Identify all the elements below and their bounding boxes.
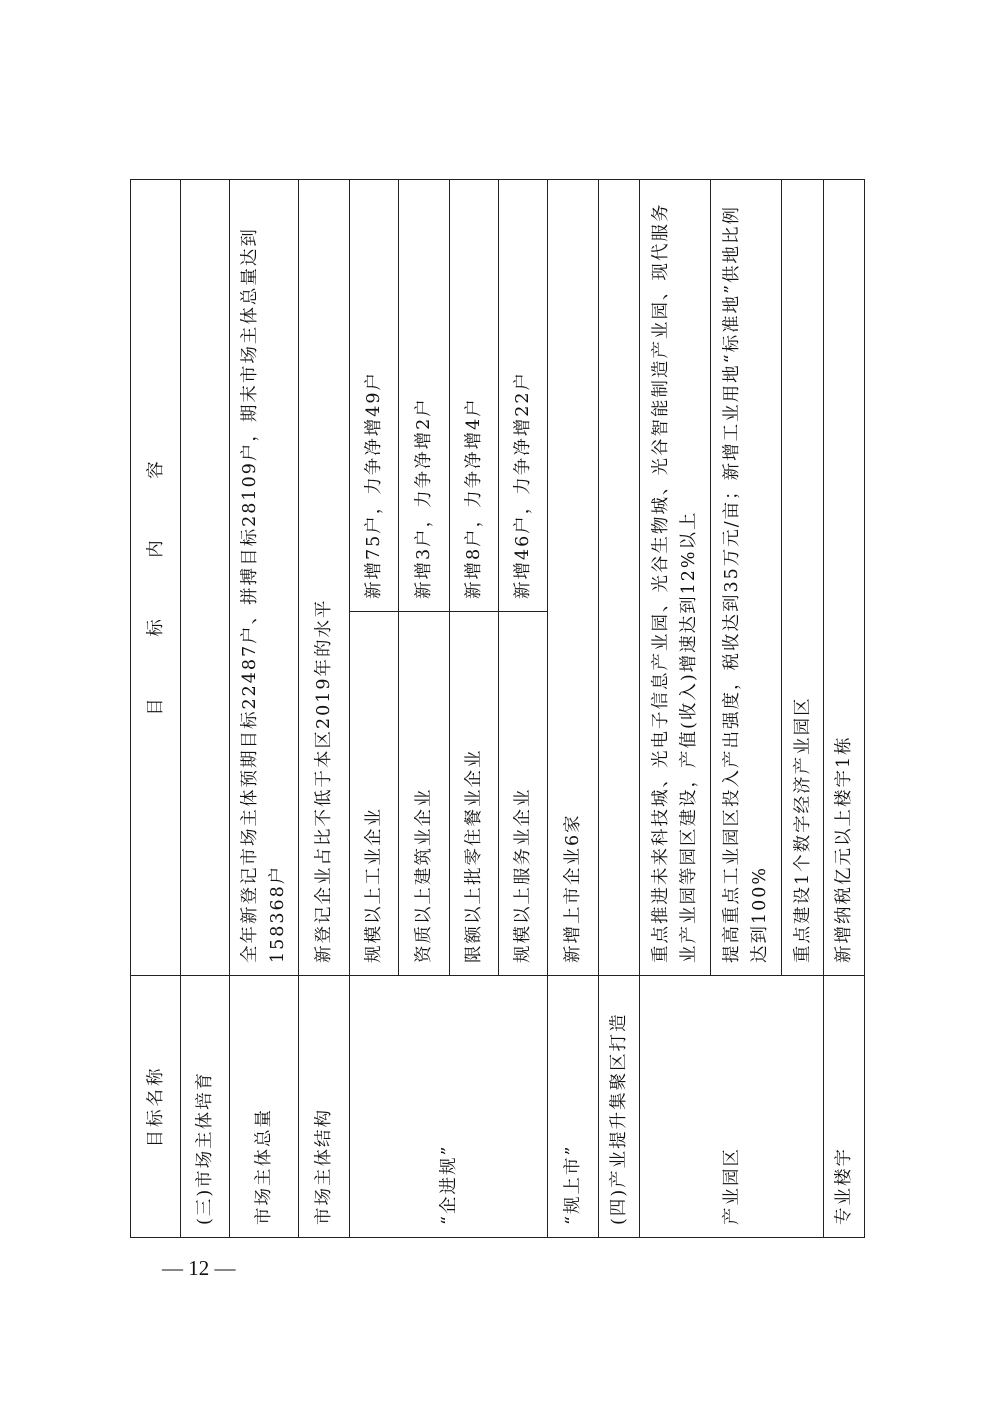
category-cell: 规模以上工业企业 — [350, 612, 399, 976]
row-name: 市场主体结构 — [299, 976, 350, 1238]
section-title: (三)市场主体培育 — [181, 976, 230, 1238]
target-cell: 新增75户，力争净增49户 — [350, 180, 399, 612]
row-content: 全年新登记市场主体预期目标22487户、拼搏目标28109户，期末市场主体总量达到158368户 — [230, 180, 299, 976]
target-cell: 新增8户，力争净增4户 — [450, 180, 499, 612]
table-row — [548, 180, 599, 1238]
row-name: 产业园区 — [640, 976, 824, 1238]
category-cell: 限额以上批零住餐业企业 — [450, 612, 499, 976]
row-name: 市场主体总量 — [230, 976, 299, 1238]
table-row — [299, 180, 350, 1238]
row-name: 专业楼宇 — [824, 976, 865, 1238]
row-name: “企进规” — [350, 976, 548, 1238]
row-content: 新增上市企业6家 — [548, 180, 599, 976]
section-blank-cell — [181, 180, 230, 976]
category-cell: 资质以上建筑业企业 — [399, 612, 450, 976]
table-row — [824, 180, 865, 1238]
section-row — [181, 180, 230, 1238]
row-name: “规上市” — [548, 976, 599, 1238]
row-content: 重点建设1个数字经济产业园区 — [782, 180, 824, 976]
targets-table — [130, 179, 865, 1238]
section-row — [599, 180, 640, 1238]
table-row — [350, 180, 399, 1238]
section-blank-cell — [599, 180, 640, 976]
rotated-table-container — [130, 180, 860, 1238]
table-row — [230, 180, 299, 1238]
header-target-content — [131, 180, 181, 976]
header-target-name: 目标名称 — [131, 976, 181, 1238]
category-cell: 规模以上服务业企业 — [499, 612, 548, 976]
target-cell: 新增46户，力争净增22户 — [499, 180, 548, 612]
header-target-content-text: 目 标 内 容 — [145, 439, 166, 716]
row-content: 新增纳税亿元以上楼宇1栋 — [824, 180, 865, 976]
row-content: 重点推进未来科技城、光电子信息产业园、光谷生物城、光谷智能制造产业园、现代服务业产业园等园区建设，产值(收入)增速达到12%以上 — [640, 180, 711, 976]
target-cell: 新增3户，力争净增2户 — [399, 180, 450, 612]
section-title: (四)产业提升集聚区打造 — [599, 976, 640, 1238]
row-content: 新登记企业占比不低于本区2019年的水平 — [299, 180, 350, 976]
page-number: — 12 — — [162, 1256, 236, 1280]
table-header-row — [131, 180, 181, 1238]
table-row — [640, 180, 711, 1238]
row-content: 提高重点工业园区投入产出强度，税收达到35万元/亩；新增工业用地“标准地”供地比例达到100% — [711, 180, 782, 976]
